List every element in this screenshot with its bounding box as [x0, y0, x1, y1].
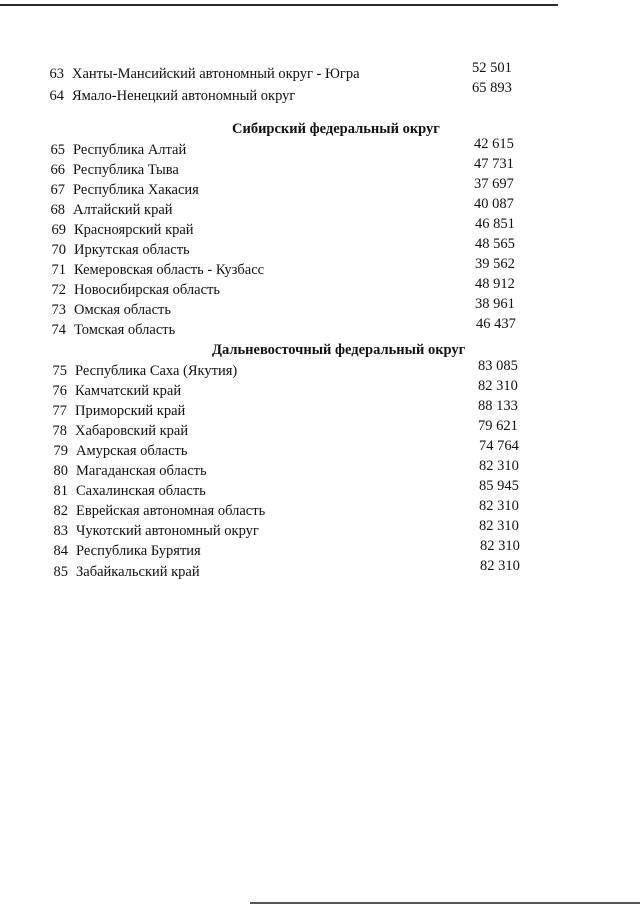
region-name: Камчатский край — [75, 383, 182, 399]
region-value: 88 133 — [478, 398, 518, 414]
region-name: Амурская область — [76, 443, 188, 459]
row-number: 69 — [51, 222, 66, 238]
row-number: 68 — [50, 202, 65, 218]
region-name: Хабаровский край — [75, 423, 189, 439]
row-number: 66 — [50, 162, 65, 178]
region-value: 38 961 — [475, 296, 515, 312]
row-number: 73 — [51, 302, 66, 318]
region-value: 48 912 — [475, 276, 515, 292]
row-number: 76 — [52, 383, 67, 399]
region-name: Кемеровская область - Кузбасс — [74, 262, 265, 278]
region-name: Республика Алтай — [73, 142, 187, 158]
region-value: 82 310 — [480, 558, 520, 574]
row-number: 81 — [53, 483, 68, 499]
region-value: 82 310 — [478, 378, 518, 394]
region-value: 37 697 — [474, 176, 514, 192]
region-name: Забайкальский край — [76, 564, 200, 580]
region-name: Магаданская область — [76, 463, 207, 479]
region-name: Республика Бурятия — [76, 543, 201, 559]
row-number: 75 — [52, 363, 67, 379]
region-value: 82 310 — [480, 538, 520, 554]
region-name: Республика Хакасия — [73, 182, 199, 198]
row-number: 72 — [51, 282, 66, 298]
row-number: 77 — [52, 403, 67, 419]
region-value: 52 501 — [472, 60, 512, 76]
region-value: 82 310 — [479, 498, 519, 514]
region-name: Омская область — [74, 302, 171, 318]
region-name: Ханты-Мансийский автономный округ - Югра — [72, 66, 360, 82]
region-value: 42 615 — [474, 136, 514, 152]
region-value: 83 085 — [478, 358, 518, 374]
region-value: 47 731 — [474, 156, 514, 172]
region-name: Ямало-Ненецкий автономный округ — [72, 88, 296, 104]
region-name: Республика Тыва — [73, 162, 179, 178]
region-name: Сахалинская область — [76, 483, 206, 499]
row-number: 80 — [53, 463, 68, 479]
region-name: Республика Саха (Якутия) — [75, 363, 238, 379]
region-name: Иркутская область — [74, 242, 190, 258]
region-value: 46 437 — [476, 316, 516, 332]
row-number: 78 — [52, 423, 67, 439]
region-name: Томская область — [74, 322, 176, 338]
page-top-border — [0, 4, 558, 6]
row-number: 71 — [51, 262, 66, 278]
row-number: 63 — [49, 66, 64, 82]
row-number: 83 — [53, 523, 68, 539]
row-number: 79 — [53, 443, 68, 459]
region-name: Красноярский край — [74, 222, 194, 238]
row-number: 84 — [53, 543, 68, 559]
region-name: Приморский край — [75, 403, 186, 419]
row-number: 74 — [51, 322, 66, 338]
region-name: Еврейская автономная область — [76, 503, 266, 519]
region-value: 46 851 — [475, 216, 515, 232]
row-number: 65 — [50, 142, 65, 158]
region-value: 65 893 — [472, 80, 512, 96]
row-number: 82 — [53, 503, 68, 519]
row-number: 64 — [49, 88, 64, 104]
region-value: 85 945 — [479, 478, 519, 494]
region-value: 82 310 — [479, 458, 519, 474]
page-bottom-border — [250, 902, 640, 904]
region-name: Алтайский край — [73, 202, 173, 218]
region-value: 82 310 — [479, 518, 519, 534]
region-name: Новосибирская область — [74, 282, 220, 298]
section-heading: Дальневосточный федеральный округ — [212, 342, 466, 358]
region-value: 74 764 — [479, 438, 519, 454]
section-heading: Сибирский федеральный округ — [232, 121, 440, 137]
row-number: 67 — [50, 182, 65, 198]
region-value: 40 087 — [474, 196, 514, 212]
row-number: 70 — [51, 242, 66, 258]
region-name: Чукотский автономный округ — [76, 523, 259, 539]
region-value: 39 562 — [475, 256, 515, 272]
region-value: 48 565 — [475, 236, 515, 252]
row-number: 85 — [53, 564, 68, 580]
region-value: 79 621 — [478, 418, 518, 434]
